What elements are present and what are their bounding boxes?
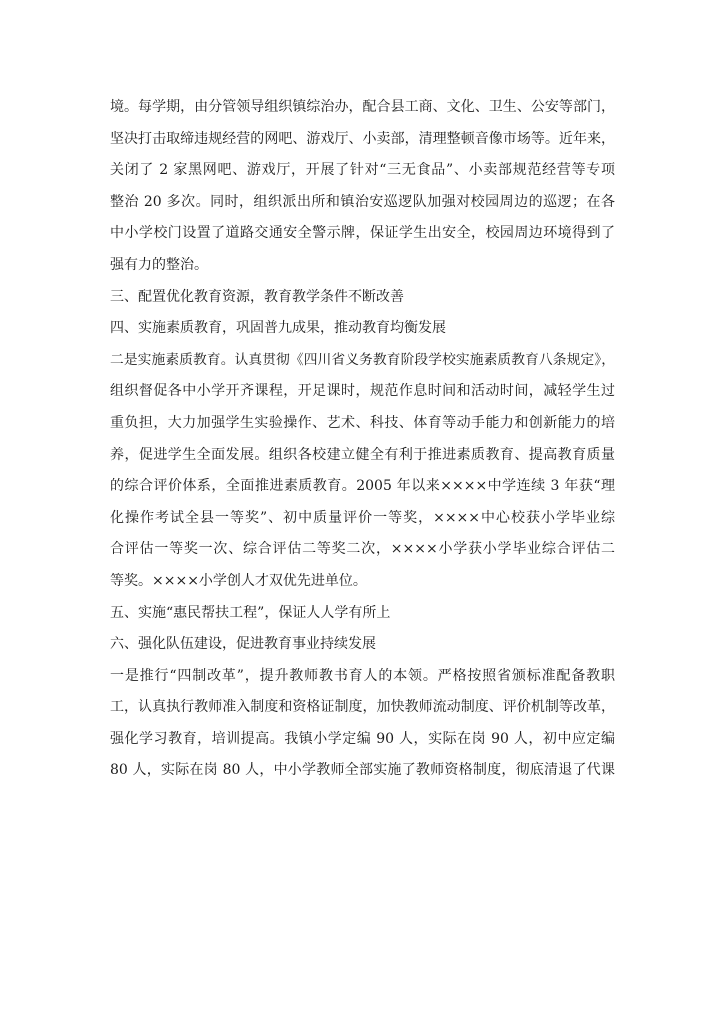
document-body <box>110 92 615 787</box>
text-line: 六、强化队伍建设，促进教育事业持续发展 <box>110 636 376 653</box>
text-line: 养，促进学生全面发展。组织各校建立健全有利于推进素质教育、提高教育质量 <box>110 446 615 463</box>
text-line: 化操作考试全县一等奖”、初中质量评价一等奖，××××中心校获小学毕业综 <box>110 509 615 526</box>
text-line: 关闭了 2 家黑网吧、游戏厅，开展了针对“三无食品”、小卖部规范经营等专项 <box>110 162 615 179</box>
text-line: 重负担，大力加强学生实验操作、艺术、科技、体育等动手能力和创新能力的培 <box>110 414 615 431</box>
text-line: 境。每学期，由分管领导组织镇综治办，配合县工商、文化、卫生、公安等部门， <box>110 99 615 115</box>
text-line: 坚决打击取缔违规经营的网吧、游戏厅、小卖部，清理整顿音像市场等。近年来， <box>110 130 615 147</box>
text-line: 强化学习教育，培训提高。我镇小学定编 90 人，实际在岗 90 人，初中应定编 <box>110 730 615 747</box>
text-line: 整治 20 多次。同时，组织派出所和镇治安巡逻队加强对校园周边的巡逻；在各 <box>110 193 615 210</box>
text-line: 三、配置优化教育资源，教育教学条件不断改善 <box>110 288 404 305</box>
text-line: 组织督促各中小学开齐课程，开足课时，规范作息时间和活动时间，减轻学生过 <box>110 383 615 400</box>
text-line: 合评估一等奖一次、综合评估二等奖二次，××××小学获小学毕业综合评估二 <box>110 541 615 558</box>
text-line: 五、实施“惠民帮扶工程”，保证人人学有所上 <box>110 604 391 621</box>
text-line: 中小学校门设置了道路交通安全警示牌，保证学生出安全，校园周边环境得到了 <box>110 225 615 242</box>
text-line: 二是实施素质教育。认真贯彻《四川省义务教育阶段学校实施素质教育八条规定》， <box>110 351 615 368</box>
text-line: 四、实施素质教育，巩固普九成果，推动教育均衡发展 <box>110 320 446 337</box>
text-line: 一是推行“四制改革”，提升教师教书育人的本领。严格按照省颁标准配备教职 <box>110 667 615 684</box>
text-line: 工，认真执行教师准入制度和资格证制度，加快教师流动制度、评价机制等改革， <box>110 699 615 716</box>
text-line: 等奖。××××小学创人才双优先进单位。 <box>110 572 367 589</box>
text-line: 80 人，实际在岗 80 人，中小学教师全部实施了教师资格制度，彻底清退了代课 <box>110 762 615 779</box>
text-line: 强有力的整治。 <box>110 256 208 273</box>
text-line: 的综合评价体系，全面推进素质教育。2005 年以来××××中学连续 3 年获“理 <box>110 478 615 495</box>
